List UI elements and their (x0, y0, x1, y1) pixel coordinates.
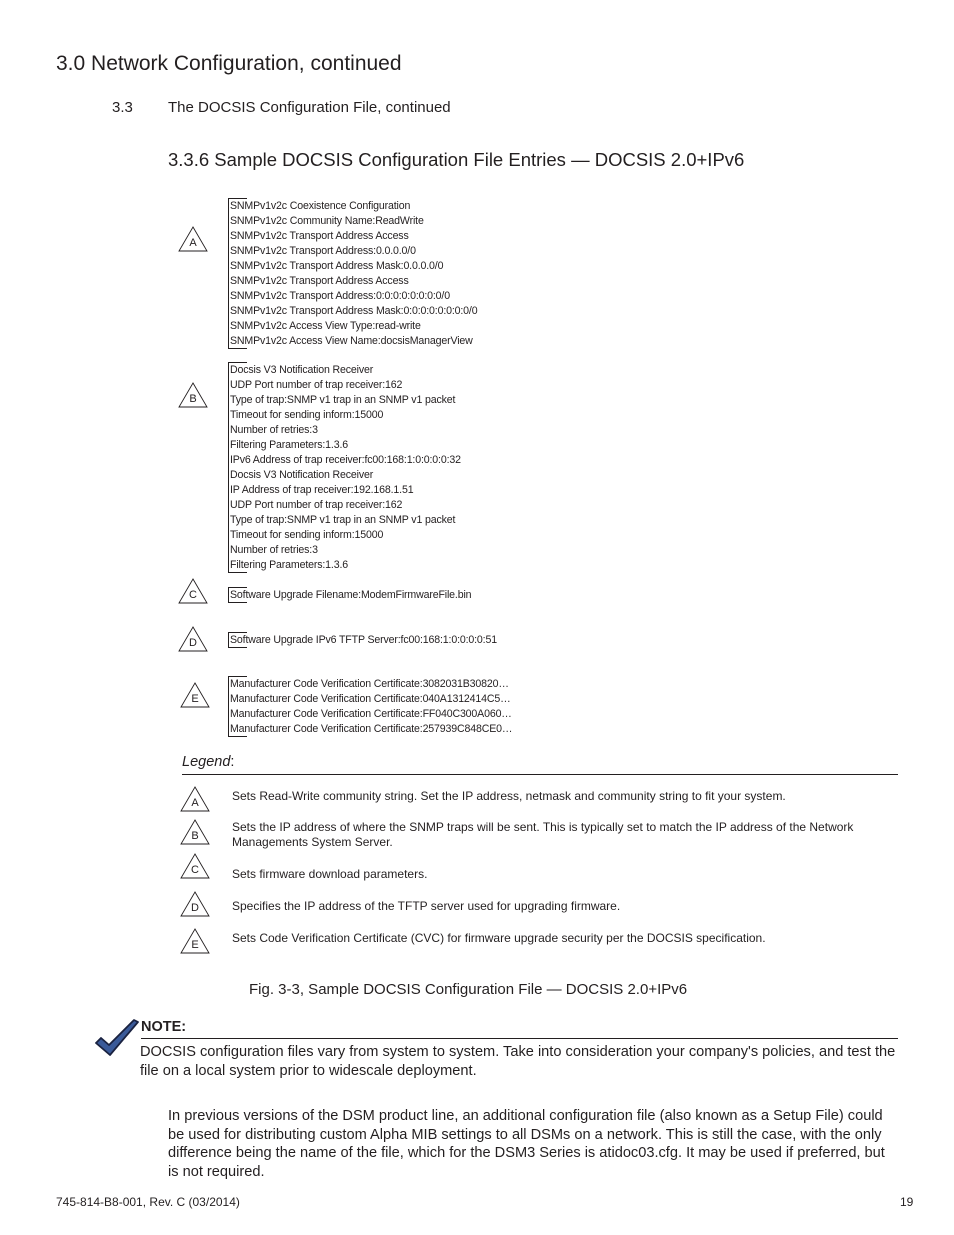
config-line: Number of retries:3 (230, 544, 318, 556)
triangle-marker-icon (180, 891, 210, 917)
config-line: Software Upgrade Filename:ModemFirmwareFile.bin (230, 589, 472, 601)
legend-item-text: Specifies the IP address of the TFTP server used for upgrading firmware. (232, 899, 621, 913)
marker-letter: A (191, 797, 199, 809)
marker-letter: B (191, 830, 199, 842)
config-line: Filtering Parameters:1.3.6 (230, 439, 348, 451)
config-line: SNMPv1v2c Transport Address Access (230, 275, 409, 287)
marker-letter: C (189, 589, 197, 601)
legend-title: Legend: (182, 754, 235, 770)
page-title: 3.0 Network Configuration, continued (56, 52, 402, 75)
triangle-marker-icon (180, 786, 210, 812)
config-line: Docsis V3 Notification Receiver (230, 364, 374, 376)
subsection-title: 3.3.6 Sample DOCSIS Configuration File Entries — DOCSIS 2.0+IPv6 (168, 149, 745, 170)
section-title: The DOCSIS Configuration File, continued (168, 99, 451, 116)
config-group-a (228, 198, 477, 349)
note-divider (141, 1038, 898, 1039)
config-line: Type of trap:SNMP v1 trap in an SNMP v1 packet (230, 514, 456, 526)
config-line: Type of trap:SNMP v1 trap in an SNMP v1 packet (230, 394, 456, 406)
marker-letter: A (189, 237, 197, 249)
config-group-d (228, 632, 497, 648)
triangle-marker-icon (178, 226, 208, 252)
config-line: Number of retries:3 (230, 424, 318, 436)
legend-item-text: Sets the IP address of where the SNMP traps will be sent. This is typically set to match the IP address of the Network Managements System Server. (232, 820, 854, 849)
config-line: SNMPv1v2c Transport Address Access (230, 230, 409, 242)
triangle-marker-icon (178, 382, 208, 408)
note-label: NOTE: (141, 1019, 187, 1035)
footer-page-number: 19 (900, 1195, 914, 1209)
triangle-marker-icon (180, 819, 210, 845)
marker-letter: E (191, 939, 199, 951)
legend-divider (182, 774, 898, 775)
section-number: 3.3 (112, 99, 133, 116)
config-line: Manufacturer Code Verification Certificate:257939C848CE0… (230, 723, 513, 735)
config-line: SNMPv1v2c Coexistence Configuration (230, 200, 411, 212)
config-line: SNMPv1v2c Transport Address:0:0:0:0:0:0:0:0/0 (230, 290, 450, 302)
config-group-b (228, 362, 461, 573)
triangle-marker-icon (178, 578, 208, 604)
note-text: DOCSIS configuration files vary from system to system. Take into consideration your company's policies, and test the file on a local system prior to widescale deployment. (140, 1044, 896, 1079)
config-line: SNMPv1v2c Community Name:ReadWrite (230, 215, 424, 227)
config-line: Filtering Parameters:1.3.6 (230, 559, 348, 571)
config-line: Timeout for sending inform:15000 (230, 409, 384, 421)
triangle-marker-icon (178, 626, 208, 652)
config-group-e (228, 676, 512, 737)
footer-doc-number: 745-814-B8-001, Rev. C (03/2014) (56, 1195, 240, 1209)
marker-letter: B (189, 393, 197, 405)
marker-letter: D (189, 637, 197, 649)
config-group-c (228, 587, 471, 603)
legend-item-text: Sets Code Verification Certificate (CVC) for firmware upgrade security per the DOCSIS specification. (232, 931, 766, 945)
triangle-marker-icon (180, 928, 210, 954)
config-line: SNMPv1v2c Transport Address:0.0.0.0/0 (230, 245, 416, 257)
body-paragraph: In previous versions of the DSM product line, an additional configuration file (also known as a Setup File) could be used for distributing custom Alpha MIB settings to all DSMs on a network. This is still the case, with the only difference being the name of the file, which for the DSM3 Series is atidoc03.cfg. It may be used if preferred, but is not required. (168, 1108, 885, 1180)
config-line: Docsis V3 Notification Receiver (230, 469, 374, 481)
config-line: SNMPv1v2c Access View Name:docsisManagerView (230, 335, 473, 347)
legend-item-text: Sets firmware download parameters. (232, 867, 428, 881)
config-line: Timeout for sending inform:15000 (230, 529, 384, 541)
checkmark-icon (94, 1018, 140, 1063)
marker-letter: E (191, 693, 199, 705)
config-line: IPv6 Address of trap receiver:fc00:168:1:0:0:0:0:32 (230, 454, 461, 466)
figure-caption: Fig. 3-3, Sample DOCSIS Configuration File — DOCSIS 2.0+IPv6 (249, 981, 688, 998)
triangle-marker-icon (180, 853, 210, 879)
marker-letter: D (191, 902, 199, 914)
config-line: UDP Port number of trap receiver:162 (230, 379, 403, 391)
config-line: SNMPv1v2c Transport Address Mask:0:0:0:0:0:0:0:0/0 (230, 305, 478, 317)
legend-item-text: Sets Read-Write community string. Set the IP address, netmask and community string to fit your system. (232, 789, 786, 803)
config-line: Manufacturer Code Verification Certificate:040A1312414C5… (230, 693, 511, 705)
config-line: SNMPv1v2c Transport Address Mask:0.0.0.0/0 (230, 260, 444, 272)
config-line: Manufacturer Code Verification Certificate:FF040C300A060… (230, 708, 512, 720)
config-line: SNMPv1v2c Access View Type:read-write (230, 320, 421, 332)
triangle-marker-icon (180, 682, 210, 708)
config-line: UDP Port number of trap receiver:162 (230, 499, 403, 511)
config-line: IP Address of trap receiver:192.168.1.51 (230, 484, 414, 496)
marker-letter: C (191, 864, 199, 876)
config-line: Manufacturer Code Verification Certificate:3082031B30820… (230, 678, 509, 690)
config-line: Software Upgrade IPv6 TFTP Server:fc00:168:1:0:0:0:0:51 (230, 634, 497, 646)
